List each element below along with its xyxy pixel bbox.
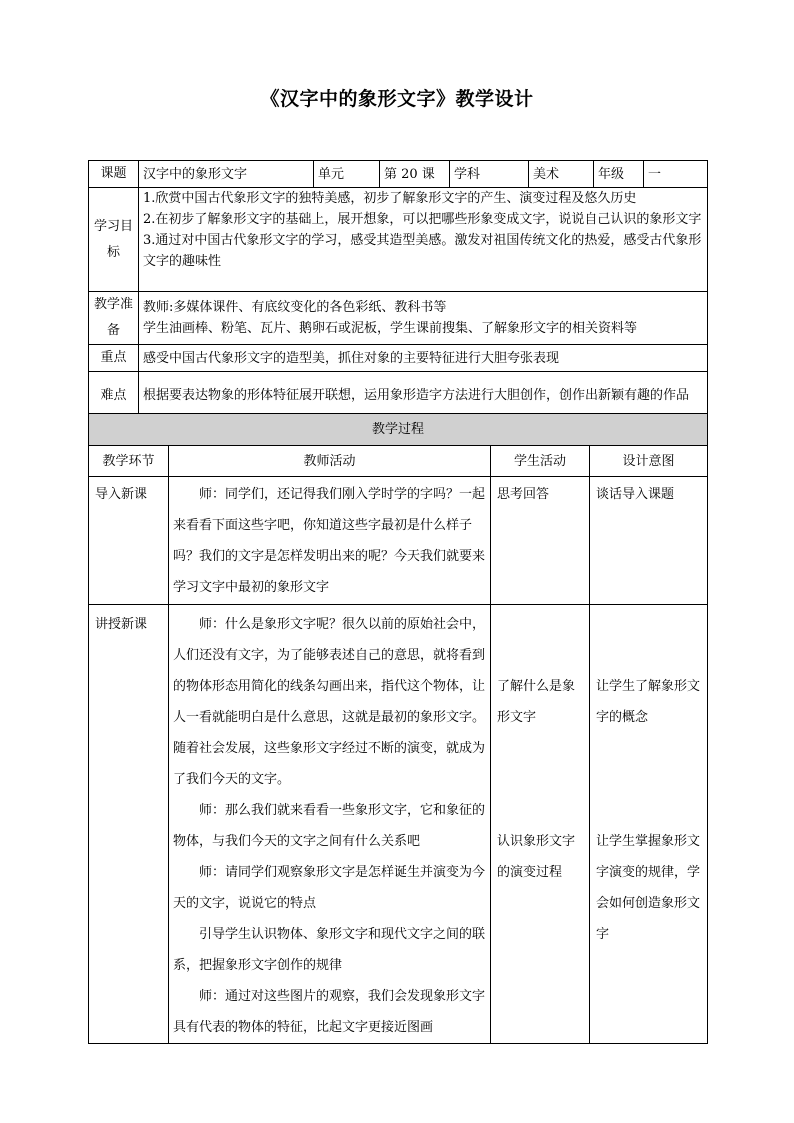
key-value: 感受中国古代象形文字的造型美，抓住对象的主要特征进行大胆夸张表现	[139, 345, 708, 372]
teacher-paragraph: 师：请同学们观察象形文字是怎样诞生并演变为今天的文字，说说它的特点	[173, 865, 486, 911]
unit-label: 单元	[314, 161, 380, 188]
prep-item: 学生油画棒、粉笔、瓦片、鹅卵石或泥板，学生课前搜集、了解象形文字的相关资料等	[143, 321, 638, 336]
key-label: 重点	[89, 345, 139, 372]
student-item: 认识象形文字的演变过程	[497, 834, 576, 880]
goal-item: 2.在初步了解象形文字的基础上，展开想象，可以把哪些形象变成文字，说说自己认识的象形文字	[143, 212, 702, 227]
page-title: 《汉字中的象形文字》教学设计	[260, 88, 534, 110]
student-item: 了解什么是象形文字	[497, 679, 576, 725]
grade-label: 年级	[594, 161, 644, 188]
table-row	[89, 477, 708, 605]
process-heading: 教学过程	[89, 414, 708, 446]
stage-cell: 导入新课	[89, 477, 169, 605]
teacher-paragraph: 师：那么我们就来看看一些象形文字，它和象征的物体，与我们今天的文字之间有什么关系吧	[173, 803, 486, 849]
subject-value: 美术	[529, 161, 594, 188]
design-intent-cell: 谈话导入课题	[590, 477, 708, 605]
course-label: 课题	[89, 161, 139, 188]
column-header: 教学环节	[89, 446, 169, 477]
subject-label: 学科	[450, 161, 529, 188]
goals-content	[139, 188, 708, 292]
intent-item: 让学生了解象形文字的概念	[596, 679, 701, 725]
difficulty-value: 根据要表达物象的形体特征展开联想，运用象形造字方法进行大胆创作，创作出新颖有趣的作品	[139, 372, 708, 420]
teacher-activity-cell	[169, 477, 491, 605]
grade-value: 一	[644, 161, 708, 188]
goals-label: 学习目标	[89, 188, 139, 292]
difficulty-label: 难点	[89, 372, 139, 420]
teacher-paragraph: 引导学生认识物体、象形文字和现代文字之间的联系，把握象形文字创作的规律	[173, 927, 486, 973]
process-table	[88, 413, 708, 1044]
design-intent-cell	[590, 605, 708, 1044]
unit-value: 第 20 课	[380, 161, 450, 188]
teacher-paragraph: 师：同学们，还记得我们刚入学时学的字吗？一起来看看下面这些字吧，你知道这些字最初是什么样子吗？我们的文字是怎样发明出来的呢？今天我们就要来学习文字中最初的象形文字	[173, 487, 486, 595]
column-header: 设计意图	[590, 446, 708, 477]
teacher-paragraph: 师：什么是象形文字呢？很久以前的原始社会中，人们还没有文字，为了能够表述自己的意思，就将看到的物体形态用简化的线条勾画出来，指代这个物体，让人一看就能明白是什么意思，这就是最初的象形文字。随着社会发展，这些象形文字经过不断的演变，就成为了我们今天的文字。	[173, 617, 486, 787]
goal-item: 3.通过对中国古代象形文字的学习，感受其造型美感。激发对祖国传统文化的热爱，感受古代象形文字的趣味性	[143, 233, 702, 269]
teacher-activity-cell	[169, 605, 491, 1044]
goal-item: 1.欣赏中国古代象形文字的独特美感，初步了解象形文字的产生、演变过程及悠久历史	[143, 191, 637, 206]
column-header: 学生活动	[491, 446, 590, 477]
student-activity-cell	[491, 605, 590, 1044]
student-activity-cell: 思考回答	[491, 477, 590, 605]
table-row	[89, 605, 708, 1044]
stage-cell: 讲授新课	[89, 605, 169, 1044]
prep-label: 教学准备	[89, 292, 139, 345]
column-header: 教师活动	[169, 446, 491, 477]
prep-item: 教师:多媒体课件、有底纹变化的各色彩纸、教科书等	[143, 300, 447, 315]
lesson-info-table	[88, 160, 708, 420]
course-value: 汉字中的象形文字	[139, 161, 314, 188]
teacher-paragraph: 师：通过对这些图片的观察，我们会发现象形文字具有代表的物体的特征，比起文字更接近图画	[173, 989, 486, 1035]
prep-content	[139, 292, 708, 345]
intent-item: 让学生掌握象形文字演变的规律，学会如何创造象形文字	[596, 834, 701, 942]
